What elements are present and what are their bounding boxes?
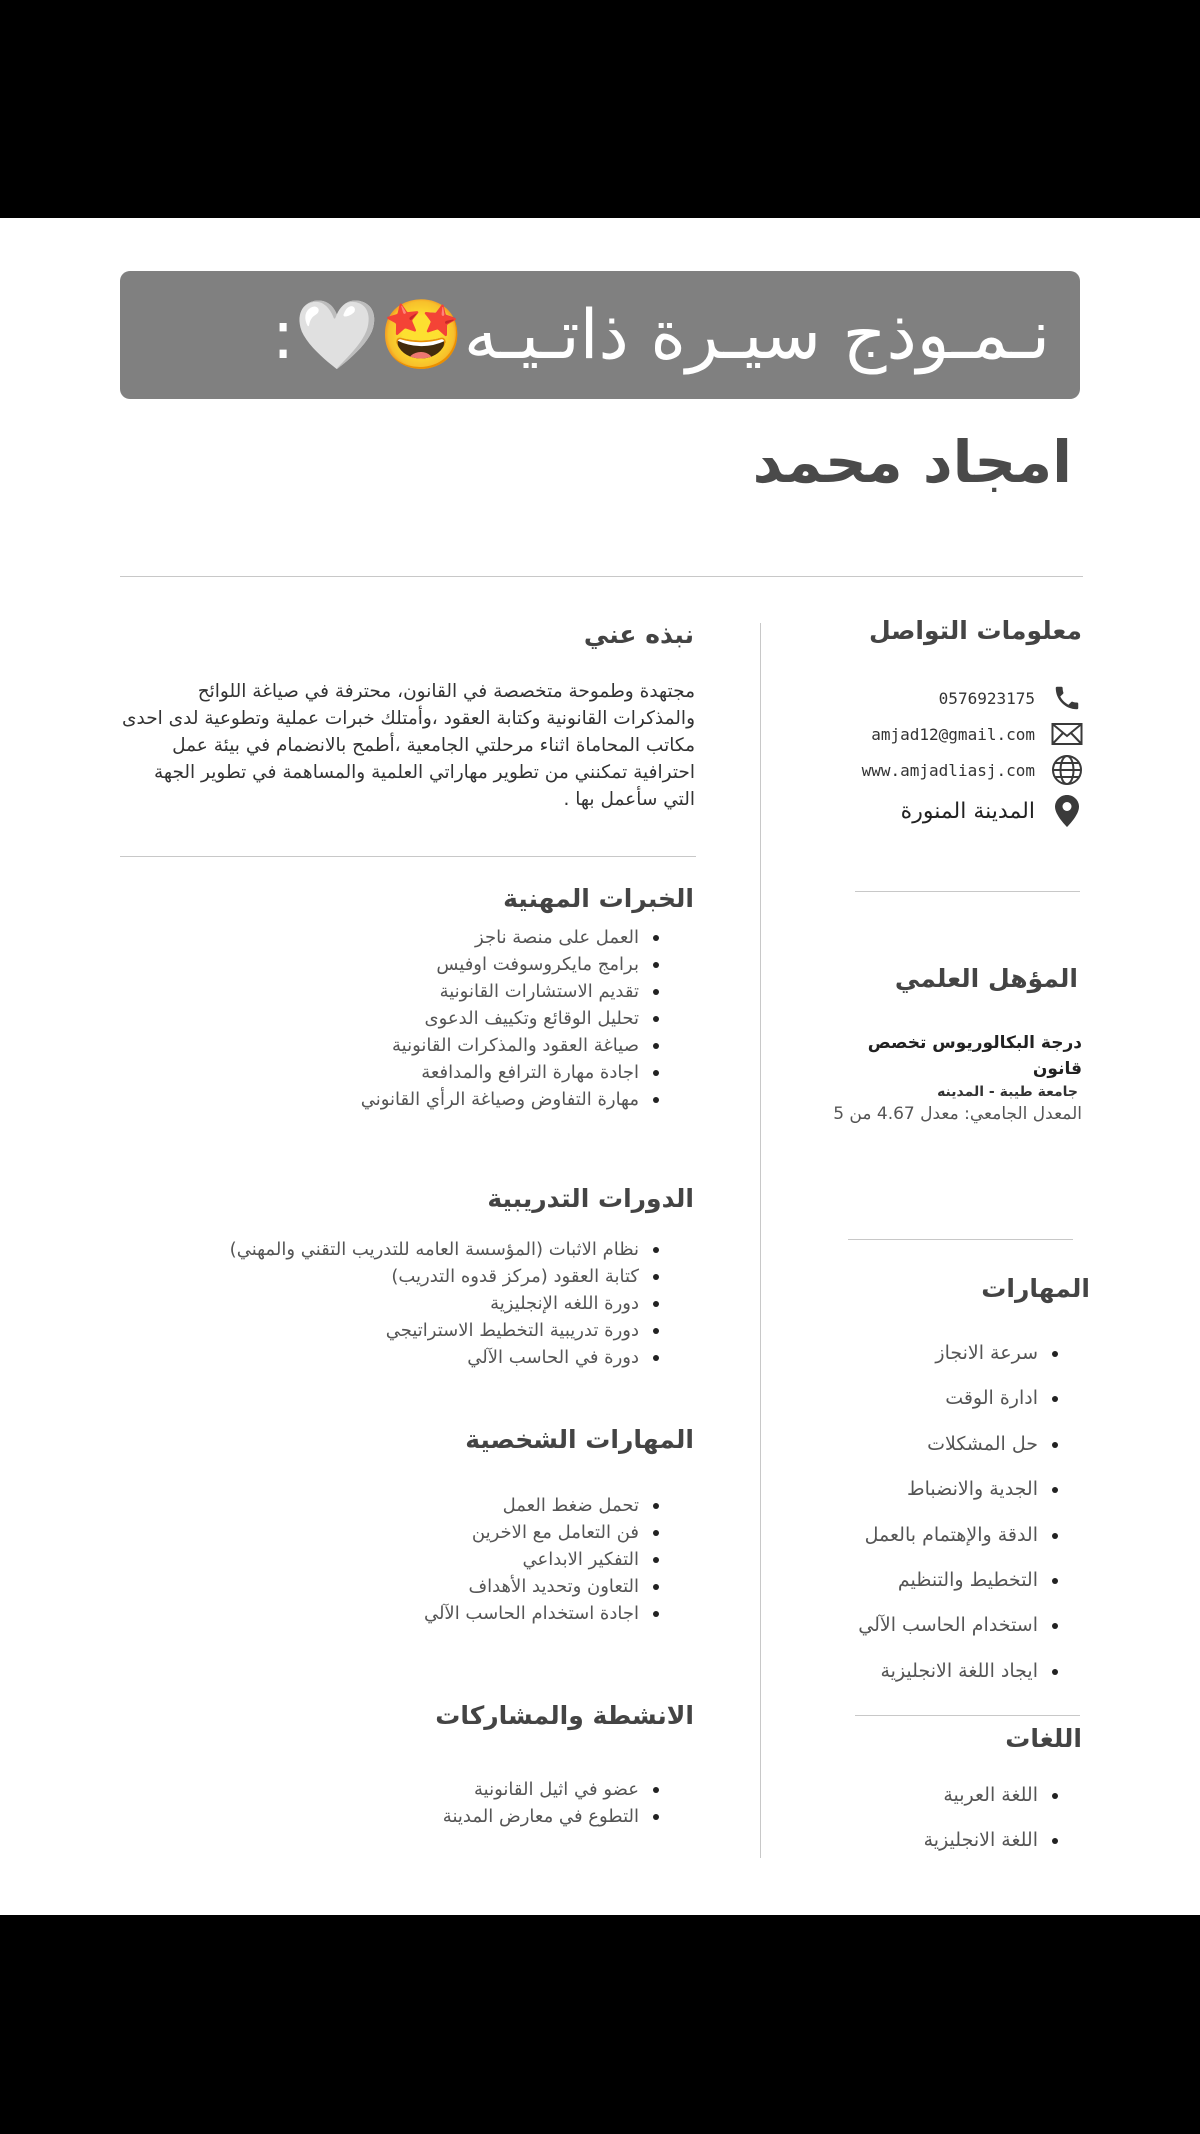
experience-list [361, 924, 659, 1113]
about-text: مجتهدة وطموحة متخصصة في القانون، محترفة في صياغة اللوائح والمذكرات القانونية وكتابة العقود ،وأمتلك خبرات عملية وتطوعية لدى احدى مكاتب المحاماة اثناء مرحلتي الجامعية ،أطمح بالانضمام في بيئة عمل احترافية تمكنني من تطوير مهاراتي العلمية والمساهمة في تطوير الجهة التي سأعمل بها . [122, 681, 695, 810]
skills-list [858, 1331, 1058, 1694]
list-item: ادارة الوقت [858, 1376, 1038, 1421]
list-item: العمل على منصة ناجز [361, 924, 639, 951]
courses-heading: الدورات التدريبية [487, 1184, 694, 1213]
contact-email [871, 716, 1085, 752]
contact-heading: معلومات التواصل [868, 616, 1082, 645]
personal-skills-heading: المهارات الشخصية [465, 1425, 694, 1454]
contact-website [862, 752, 1085, 788]
list-item: التعاون وتحديد الأهداف [424, 1573, 639, 1600]
experience-heading: الخبرات المهنية [503, 884, 694, 913]
degree-title: درجة البكالوريوس تخصص قانون [867, 1033, 1082, 1079]
list-item: دورة تدريبية التخطيط الاستراتيجي [230, 1317, 639, 1344]
city-name: المدينة المنورة [900, 798, 1035, 824]
list-item: سرعة الانجاز [858, 1331, 1038, 1376]
list-item: ايجاد اللغة الانجليزية [858, 1649, 1038, 1694]
languages-list [924, 1773, 1058, 1864]
about-divider [120, 856, 696, 857]
list-item: التخطيط والتنظيم [858, 1558, 1038, 1603]
courses-list [230, 1236, 659, 1371]
list-item: استخدام الحاسب الآلي [858, 1603, 1038, 1648]
list-item: مهارة التفاوض وصياغة الرأي القانوني [361, 1086, 639, 1113]
envelope-icon [1049, 716, 1085, 752]
list-item: دورة اللغه الإنجليزية [230, 1290, 639, 1317]
phone-icon [1049, 680, 1085, 716]
list-item: اجادة استخدام الحاسب الآلي [424, 1600, 639, 1627]
globe-icon [1049, 752, 1085, 788]
email-address[interactable]: amjad12@gmail.com [871, 724, 1035, 744]
university-name: جامعة طيبة - المدينه [937, 1084, 1078, 1100]
list-item: اجادة مهارة الترافع والمدافعة [361, 1059, 639, 1086]
map-pin-icon [1049, 793, 1085, 829]
contact-phone [939, 680, 1085, 716]
list-item: عضو في اثيل القانونية [443, 1776, 639, 1803]
list-item: دورة في الحاسب الآلي [230, 1344, 639, 1371]
activities-heading: الانشطة والمشاركات [435, 1701, 694, 1730]
list-item: حل المشكلات [858, 1422, 1038, 1467]
education-divider [848, 1239, 1073, 1240]
person-name: امجاد محمد [752, 428, 1072, 496]
list-item: صياغة العقود والمذكرات القانونية [361, 1032, 639, 1059]
personal-skills-list [424, 1492, 659, 1627]
phone-number: 0576923175 [938, 688, 1035, 708]
skills-divider [855, 1715, 1080, 1716]
website-url[interactable]: www.amjadliasj.com [861, 760, 1035, 780]
contact-divider [855, 891, 1080, 892]
banner-title: نـمـوذج سيـرة ذاتـيـه🤩🤍: [271, 296, 1050, 375]
education-heading: المؤهل العلمي [894, 964, 1078, 993]
resume-page [0, 218, 1200, 1915]
list-item: تقديم الاستشارات القانونية [361, 978, 639, 1005]
list-item: الجدية والانضباط [858, 1467, 1038, 1512]
contact-location [901, 793, 1085, 829]
list-item: التطوع في معارض المدينة [443, 1803, 639, 1830]
header-divider [120, 576, 1083, 577]
languages-heading: اللغات [1005, 1724, 1082, 1753]
activities-list [443, 1776, 659, 1830]
list-item: اللغة الانجليزية [924, 1818, 1038, 1863]
title-banner [120, 271, 1080, 399]
list-item: تحمل ضغط العمل [424, 1492, 639, 1519]
column-divider [760, 623, 761, 1858]
skills-heading: المهارات [981, 1274, 1090, 1303]
list-item: الدقة والإهتمام بالعمل [858, 1513, 1038, 1558]
list-item: نظام الاثبات (المؤسسة العامه للتدريب التقني والمهني) [230, 1236, 639, 1263]
list-item: برامج مايكروسوفت اوفيس [361, 951, 639, 978]
list-item: كتابة العقود (مركز قدوه التدريب) [230, 1263, 639, 1290]
list-item: اللغة العربية [924, 1773, 1038, 1818]
list-item: التفكير الابداعي [424, 1546, 639, 1573]
about-heading: نبذه عني [583, 620, 694, 649]
list-item: فن التعامل مع الاخرين [424, 1519, 639, 1546]
list-item: تحليل الوقائع وتكييف الدعوى [361, 1005, 639, 1032]
gpa-text: المعدل الجامعي: معدل 4.67 من 5 [833, 1104, 1082, 1124]
